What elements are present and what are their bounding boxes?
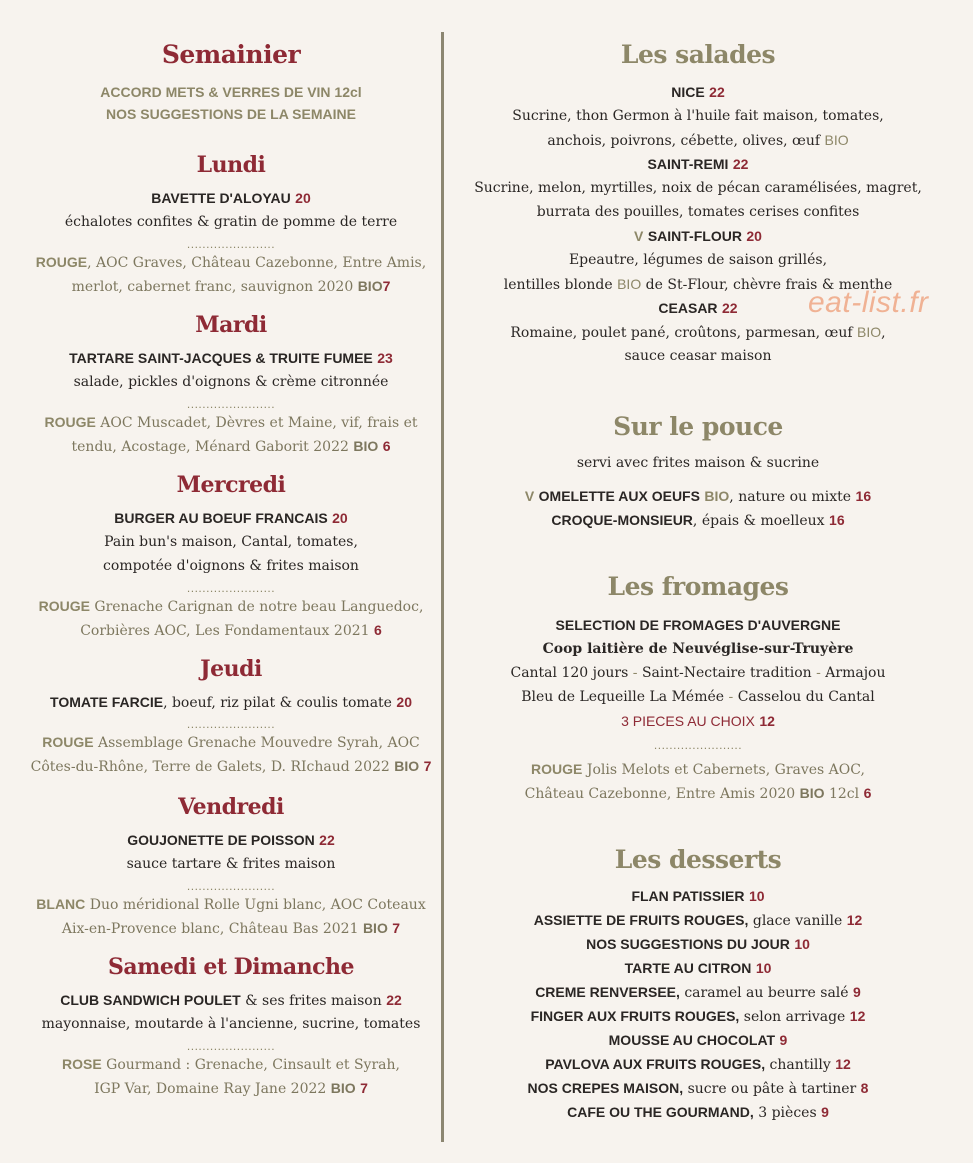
wine-jeudi-line-1: ROUGE Assemblage Grenache Mouvedre Syrah, AOC [42, 734, 420, 751]
pouce-subtitle: servi avec frites maison & sucrine [576, 455, 820, 471]
separator-dots: ....................... [186, 879, 276, 893]
separator-dots: ....................... [186, 581, 276, 595]
fromages-choice: 3 PIECES AU CHOIX 12 [621, 713, 775, 729]
fromages-wine-line-2: Château Cazebonne, Entre Amis 2020 BIO 12cl 6 [524, 785, 872, 802]
dessert-item: NOS SUGGESTIONS DU JOUR 10 [586, 936, 810, 952]
salade-saint-flour-desc-1: Epeautre, légumes de saison grillés, [568, 252, 828, 268]
fromages-list-1: Cantal 120 jours - Saint-Nectaire tradition - Armajou [510, 665, 886, 681]
separator-dots: ....................... [186, 237, 276, 251]
salade-ceasar-desc-2: sauce ceasar maison [624, 348, 772, 364]
wine-weekend-line-2: IGP Var, Domaine Ray Jane 2022 BIO 7 [94, 1080, 368, 1097]
wine-lundi-line-2: merlot, cabernet franc, sauvignon 2020 BIO7 [71, 278, 391, 295]
pouce-title: Sur le pouce [613, 412, 783, 441]
wine-jeudi-line-2: Côtes-du-Rhône, Terre de Galets, D. RIchaud 2022 BIO 7 [30, 758, 432, 775]
day-title-weekend: Samedi et Dimanche [108, 954, 354, 980]
day-title-lundi: Lundi [196, 152, 266, 178]
salade-nice-desc-2: anchois, poivrons, cébette, olives, œuf BIO [547, 132, 849, 149]
wine-mercredi-line-2: Corbières AOC, Les Fondamentaux 2021 6 [80, 622, 382, 639]
salades-title: Les salades [620, 40, 776, 69]
dish-lundi: BAVETTE D'ALOYAU 20 [151, 190, 311, 206]
separator-dots: ....................... [186, 397, 276, 411]
dessert-item: FINGER AUX FRUITS ROUGES, selon arrivage 12 [530, 1008, 866, 1025]
separator-dots: ....................... [653, 738, 743, 752]
salade-saint-remi-desc-1: Sucrine, melon, myrtilles, noix de pécan caramélisées, magret, [474, 180, 922, 196]
salade-saint-remi: SAINT-REMI 22 [647, 156, 749, 172]
wine-vendredi-line-1: BLANC Duo méridional Rolle Ugni blanc, AOC Coteaux [36, 896, 426, 913]
watermark: eat-list.fr [808, 286, 929, 319]
dessert-item: NOS CREPES MAISON, sucre ou pâte à tartiner 8 [527, 1080, 869, 1097]
dish-desc-weekend: mayonnaise, moutarde à l'ancienne, sucrine, tomates [41, 1016, 421, 1032]
dish-desc-mercredi-2: compotée d'oignons & frites maison [103, 558, 359, 574]
salade-saint-remi-desc-2: burrata des pouilles, tomates cerises confites [536, 204, 860, 220]
dish-desc-mardi: salade, pickles d'oignons & crème citronnée [73, 374, 389, 390]
dish-weekend: CLUB SANDWICH POULET & ses frites maison 22 [60, 992, 402, 1009]
dessert-item: FLAN PATISSIER 10 [631, 888, 765, 904]
salade-saint-flour: V SAINT-FLOUR 20 [634, 228, 762, 244]
pouce-omelette: V OMELETTE AUX OEUFS BIO, nature ou mixte 16 [524, 488, 872, 505]
semainier-subtitle-2: NOS SUGGESTIONS DE LA SEMAINE [106, 106, 356, 122]
dessert-item: PAVLOVA AUX FRUITS ROUGES, chantilly 12 [545, 1056, 851, 1073]
dessert-item: ASSIETTE DE FRUITS ROUGES, glace vanille 12 [533, 912, 863, 929]
separator-dots: ....................... [186, 1039, 276, 1053]
fromages-title: Les fromages [607, 572, 789, 601]
dish-desc-lundi: échalotes confites & gratin de pomme de terre [64, 214, 398, 230]
separator-dots: ....................... [186, 717, 276, 731]
dish-desc-mercredi-1: Pain bun's maison, Cantal, tomates, [104, 534, 358, 550]
dish-mercredi: BURGER AU BOEUF FRANCAIS 20 [114, 510, 348, 526]
desserts-title: Les desserts [614, 845, 782, 874]
wine-mardi-line-2: tendu, Acostage, Ménard Gaborit 2022 BIO 6 [71, 438, 391, 455]
semainier-title: Semainier [161, 40, 301, 69]
day-title-jeudi: Jeudi [200, 656, 262, 682]
dessert-item: MOUSSE AU CHOCOLAT 9 [608, 1032, 788, 1048]
dessert-item: CREME RENVERSEE, caramel au beurre salé 9 [535, 984, 861, 1001]
dish-vendredi: GOUJONETTE DE POISSON 22 [127, 832, 335, 848]
day-title-vendredi: Vendredi [178, 794, 284, 820]
wine-mardi-line-1: ROUGE AOC Muscadet, Dèvres et Maine, vif, frais et [44, 414, 418, 431]
wine-lundi-line-1: ROUGE, AOC Graves, Château Cazebonne, Entre Amis, [35, 254, 427, 271]
salade-nice: NICE 22 [671, 84, 725, 100]
fromages-coop: Coop laitière de Neuvéglise-sur-Truyère [542, 641, 854, 657]
fromages-wine-line-1: ROUGE Jolis Melots et Cabernets, Graves AOC, [531, 761, 865, 778]
dessert-item: TARTE AU CITRON 10 [624, 960, 772, 976]
dessert-item: CAFE OU THE GOURMAND, 3 pièces 9 [567, 1104, 829, 1121]
dish-desc-vendredi: sauce tartare & frites maison [126, 856, 336, 872]
fromages-heading: SELECTION DE FROMAGES D'AUVERGNE [555, 617, 841, 633]
wine-mercredi-line-1: ROUGE Grenache Carignan de notre beau Languedoc, [38, 598, 424, 615]
salade-ceasar: CEASAR 22 [658, 300, 738, 316]
salade-nice-desc-1: Sucrine, thon Germon à l'huile fait maison, tomates, [512, 108, 884, 124]
day-title-mardi: Mardi [195, 312, 267, 338]
salade-saint-flour-desc-2: lentilles blonde BIO de St-Flour, chèvre frais & menthe [503, 276, 893, 293]
dish-jeudi: TOMATE FARCIE, boeuf, riz pilat & coulis tomate 20 [50, 694, 412, 711]
fromages-list-2: Bleu de Lequeille La Mémée - Casselou du Cantal [521, 689, 875, 705]
pouce-croque: CROQUE-MONSIEUR, épais & moelleux 16 [551, 512, 845, 529]
wine-weekend-line-1: ROSE Gourmand : Grenache, Cinsault et Syrah, [62, 1056, 400, 1073]
wine-vendredi-line-2: Aix-en-Provence blanc, Château Bas 2021 BIO 7 [61, 920, 401, 937]
salade-ceasar-desc-1: Romaine, poulet pané, croûtons, parmesan, œuf BIO, [510, 324, 886, 341]
day-title-mercredi: Mercredi [176, 472, 286, 498]
semainier-subtitle-1: ACCORD METS & VERRES DE VIN 12cl [100, 84, 362, 100]
dish-mardi: TARTARE SAINT-JACQUES & TRUITE FUMEE 23 [69, 350, 393, 366]
